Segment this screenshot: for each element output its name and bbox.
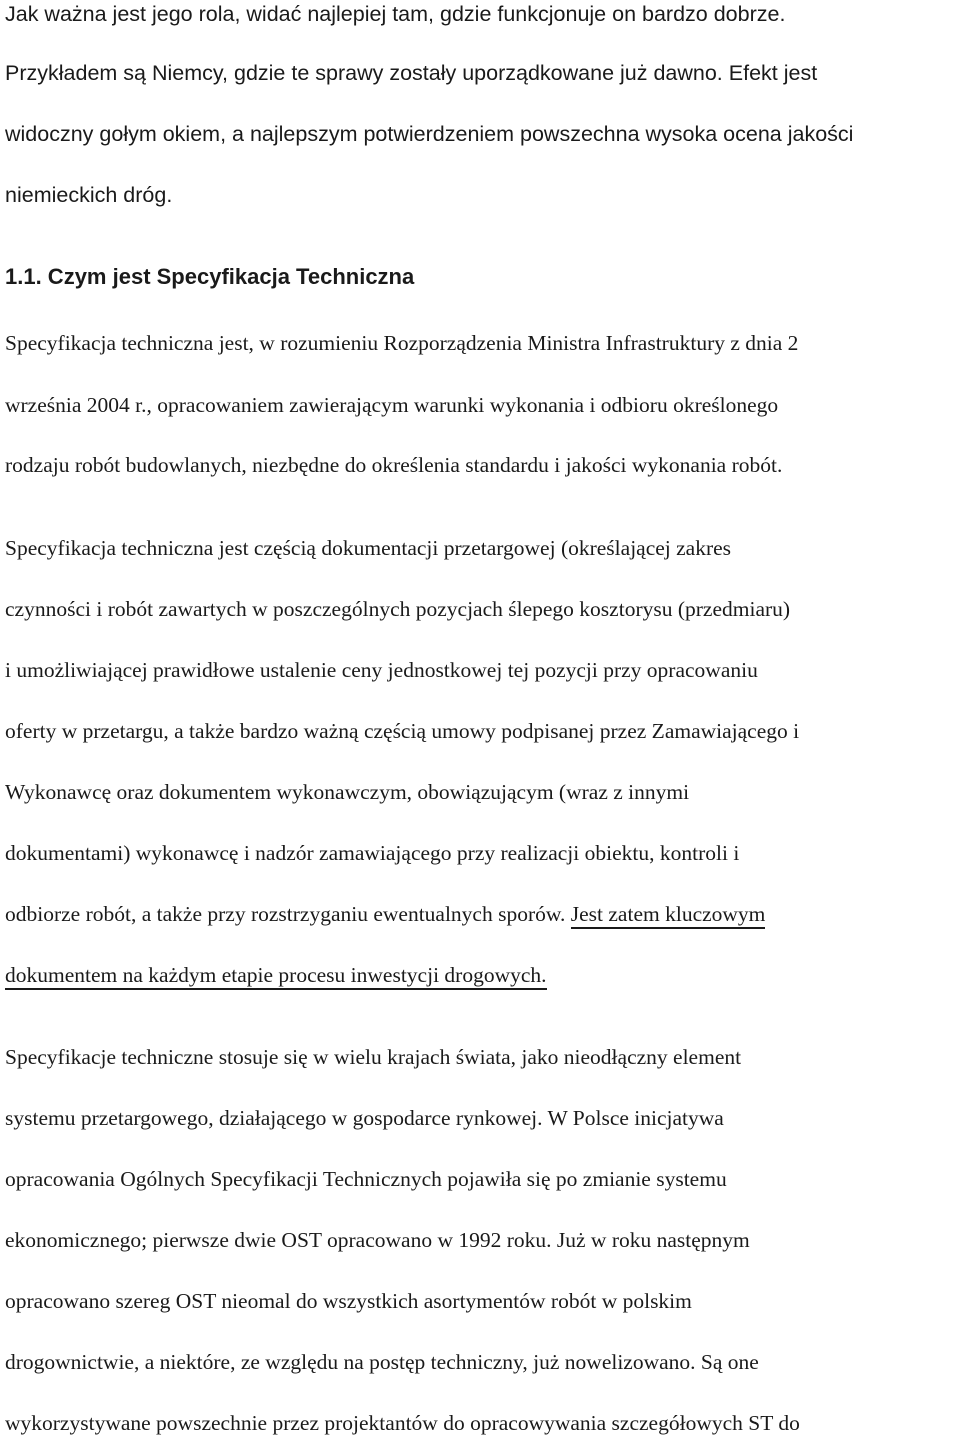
intro-line-2: Przykładem są Niemcy, gdzie te sprawy zostały uporządkowane już dawno. Efekt jest — [5, 61, 818, 85]
paragraph-3-line-4: ekonomicznego; pierwsze dwie OST opracowano w 1992 roku. Już w roku następnym — [5, 1228, 750, 1252]
underlined-emphasis-start: Jest zatem kluczowym — [571, 902, 766, 929]
paragraph-2-line-7-text: odbiorze robót, a także przy rozstrzyganiu ewentualnych sporów. — [5, 902, 571, 926]
paragraph-2-line-8 — [5, 961, 547, 989]
paragraph-3-line-5: opracowano szereg OST nieomal do wszystkich asortymentów robót w polskim — [5, 1289, 692, 1313]
intro-line-3: widoczny gołym okiem, a najlepszym potwierdzeniem powszechna wysoka ocena jakości — [5, 122, 854, 146]
paragraph-1-line-1: Specyfikacja techniczna jest, w rozumieniu Rozporządzenia Ministra Infrastruktury z dnia 2 — [5, 331, 799, 355]
intro-line-4: niemieckich dróg. — [5, 183, 173, 207]
paragraph-2-line-2: czynności i robót zawartych w poszczególnych pozycjach ślepego kosztorysu (przedmiaru) — [5, 597, 791, 621]
paragraph-1-line-2: września 2004 r., opracowaniem zawierającym warunki wykonania i odbioru określonego — [5, 393, 779, 417]
paragraph-3-line-6: drogownictwie, a niektóre, ze względu na postęp techniczny, już nowelizowano. Są one — [5, 1350, 759, 1374]
paragraph-3-line-3: opracowania Ogólnych Specyfikacji Technicznych pojawiła się po zmianie systemu — [5, 1167, 727, 1191]
paragraph-3-line-1: Specyfikacje techniczne stosuje się w wielu krajach świata, jako nieodłączny element — [5, 1045, 742, 1069]
paragraph-2-line-3: i umożliwiającej prawidłowe ustalenie ceny jednostkowej tej pozycji przy opracowaniu — [5, 658, 758, 682]
paragraph-3-line-2: systemu przetargowego, działającego w gospodarce rynkowej. W Polsce inicjatywa — [5, 1106, 724, 1130]
paragraph-2-line-5: Wykonawcę oraz dokumentem wykonawczym, obowiązującym (wraz z innymi — [5, 780, 690, 804]
section-heading: 1.1. Czym jest Specyfikacja Techniczna — [5, 264, 415, 289]
paragraph-2-line-6: dokumentami) wykonawcę i nadzór zamawiającego przy realizacji obiektu, kontroli i — [5, 841, 740, 865]
paragraph-3-line-7: wykorzystywane powszechnie przez projektantów do opracowywania szczegółowych ST do — [5, 1411, 800, 1435]
underlined-emphasis-end: dokumentem na każdym etapie procesu inwestycji drogowych. — [5, 963, 547, 990]
paragraph-1-line-3: rodzaju robót budowlanych, niezbędne do określenia standardu i jakości wykonania robót. — [5, 453, 783, 477]
paragraph-2-line-7 — [5, 900, 765, 928]
paragraph-2-line-4: oferty w przetargu, a także bardzo ważną częścią umowy podpisanej przez Zamawiającego i — [5, 719, 800, 743]
paragraph-2-line-1: Specyfikacja techniczna jest częścią dokumentacji przetargowej (określającej zakres — [5, 536, 732, 560]
intro-line-1: Jak ważna jest jego rola, widać najlepiej tam, gdzie funkcjonuje on bardzo dobrze. — [5, 2, 786, 26]
